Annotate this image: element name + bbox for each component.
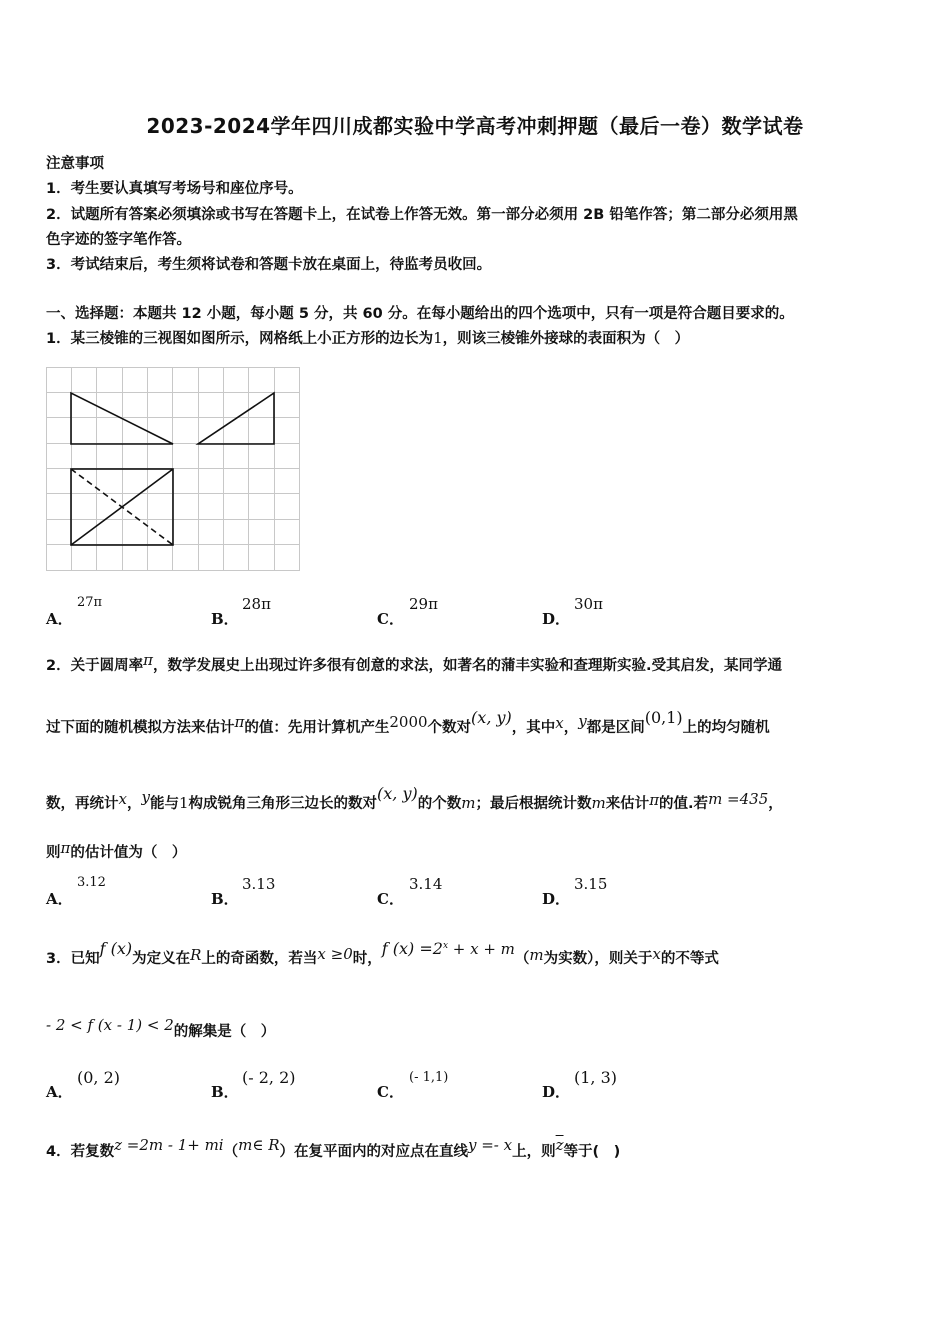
- question-3-line-2: - 2 < f (x - 1) < 2的解集是（ ）: [46, 1016, 276, 1040]
- page-title: 2023-2024学年四川成都实验中学高考冲刺押题（最后一卷）数学试卷: [146, 114, 804, 138]
- question-2-line-4: 则π的估计值为（ ）: [46, 839, 187, 861]
- question-3-line-1: 3．已知f (x)为定义在R上的奇函数，若当x ≥0时，f $(x) =2^x + x + m(m$为实数），则关于x的不等式: [46, 939, 719, 967]
- notice-item-2: 2．试题所有答案必须填涂或书写在答题卡上，在试卷上作答无效。第一部分必须用 2B 铅笔作答；第二部分必须用黑: [46, 207, 798, 223]
- question-4-stem: 4．若复数z =2m - 1+ mi（m∈ R）在复平面内的对应点在直线y =- x上，则$\overline{z}$等于( ): [46, 1136, 621, 1160]
- three-view-figure: [46, 367, 300, 571]
- notice-heading: 注意事项: [46, 156, 104, 172]
- notice-item-1: 1．考生要认真填写考场号和座位序号。: [46, 181, 303, 197]
- question-2-line-1: 2．关于圆周率π，数学发展史上出现过许多很有创意的求法，如著名的蒲丰实验和查理斯实验.受其启发，某同学通: [46, 651, 782, 674]
- notice-item-3: 3．考试结束后，考生须将试卷和答题卡放在桌面上，待监考员收回。: [46, 257, 492, 273]
- notice-item-2-cont: 色字迹的签字笔作答。: [46, 232, 191, 248]
- question-2-line-3: 数，再统计x，y能与1构成锐角三角形三边长的数对(x, y)的个数m；最后根据统计数m来估计π的值.若m =435，: [46, 784, 783, 812]
- question-1-stem: 1．某三棱锥的三视图如图所示，网格纸上小正方形的边长为1，则该三棱锥外接球的表面积为（ ）: [46, 329, 690, 347]
- side-view: [198, 393, 274, 444]
- question-2-line-2: 过下面的随机模拟方法来估计π的值：先用计算机产生2000个数对(x, y)，其中x，y都是区间(0,1)上的均匀随机: [46, 708, 770, 736]
- section-heading: 一、选择题：本题共 12 小题，每小题 5 分，共 60 分。在每小题给出的四个选项中，只有一项是符合题目要求的。: [46, 306, 794, 322]
